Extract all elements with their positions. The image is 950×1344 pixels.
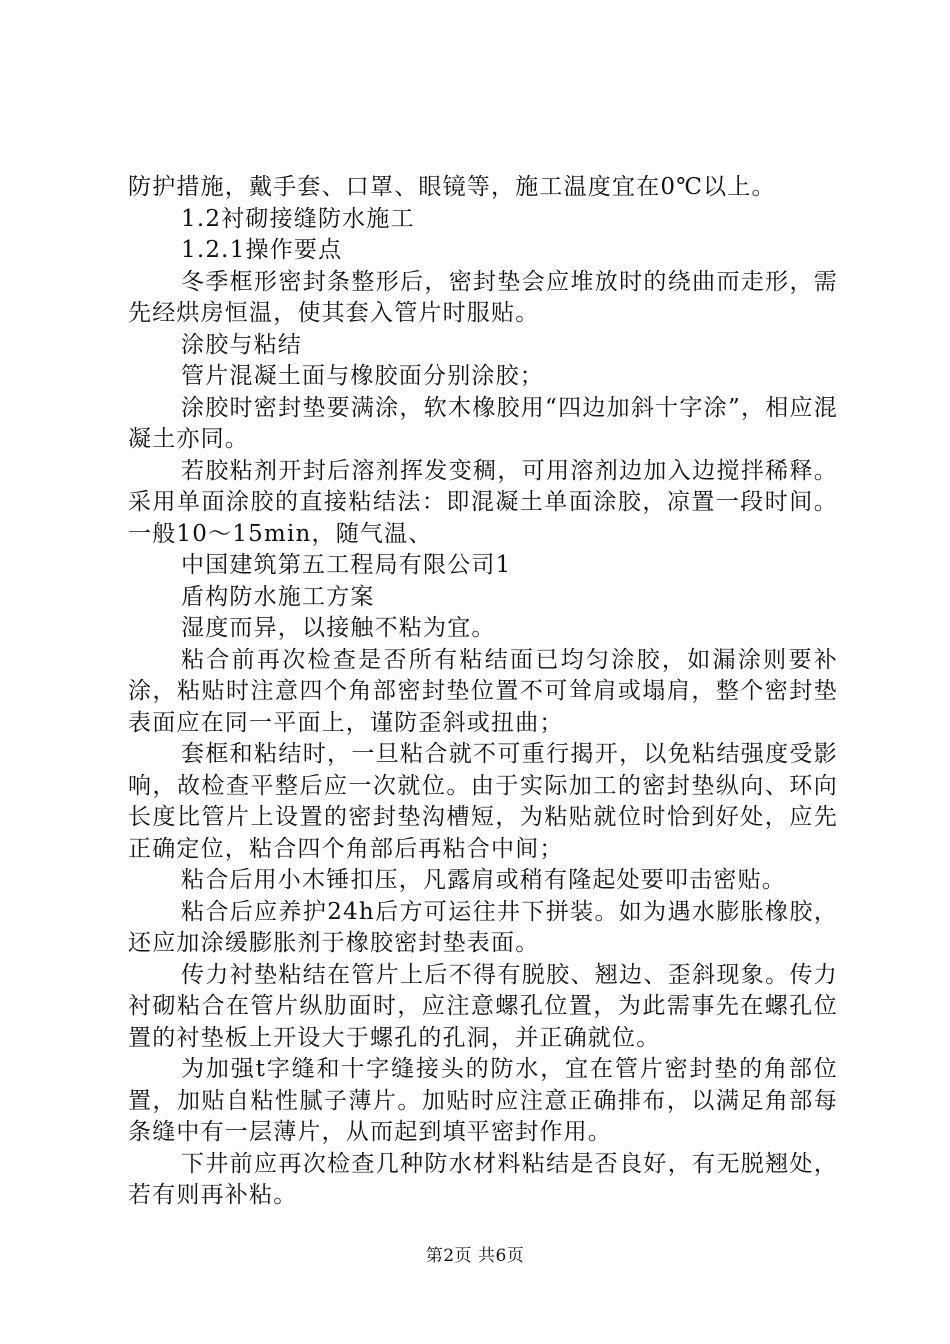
paragraph: 粘合前再次检查是否所有粘结面已均匀涂胶，如漏涂则要补涂，粘贴时注意四个角部密封垫位置不可耸肩或塌肩，整个密封垫表面应在同一平面上，谨防歪斜或扭曲； <box>128 646 838 736</box>
paragraph: 湿度而异，以接触不粘为宜。 <box>181 615 496 641</box>
section-heading-1-2: 1.2衬砌接缝防水施工 <box>181 205 415 232</box>
section-heading-1-2-1: 1.2.1操作要点 <box>181 237 343 263</box>
paragraph-continuation: 防护措施，戴手套、口罩、眼镜等，施工温度宜在0℃以上。 <box>128 174 776 200</box>
company-line: 中国建筑第五工程局有限公司1 <box>181 552 512 578</box>
paragraph: 粘合后应养护24h后方可运往井下拼装。如为遇水膨胀橡胶，还应加涂缓膨胀剂于橡胶密封垫表面。 <box>128 898 838 956</box>
paragraph: 若胶粘剂开封后溶剂挥发变稠，可用溶剂边加入边搅拌稀释。采用单面涂胶的直接粘结法：即混凝土单面涂胶，凉置一段时间。一般10～15min，随气温、 <box>128 457 838 547</box>
document-body <box>128 172 838 1212</box>
paragraph: 冬季框形密封条整形后，密封垫会应堆放时的绕曲而走形，需先经烘房恒温，使其套入管片时服贴。 <box>128 268 838 326</box>
paragraph: 涂胶时密封垫要满涂，软木橡胶用“四边加斜十字涂”，相应混凝土亦同。 <box>128 394 838 452</box>
paragraph: 下井前应再次检查几种防水材料粘结是否良好，有无脱翘处，若有则再补粘。 <box>128 1150 838 1208</box>
paragraph: 粘合后用小木锤扣压，凡露肩或稍有隆起处要叩击密贴。 <box>181 867 786 893</box>
document-title-line: 盾构防水施工方案 <box>181 583 375 610</box>
page-number-footer: 第2页 共6页 <box>425 1246 525 1266</box>
paragraph: 传力衬垫粘结在管片上后不得有脱胶、翘边、歪斜现象。传力衬砌粘合在管片纵肋面时，应注意螺孔位置，为此需事先在螺孔位置的衬垫板上开设大于螺孔的孔洞，并正确就位。 <box>128 961 838 1051</box>
paragraph: 涂胶与粘结 <box>181 331 302 358</box>
paragraph: 为加强t字缝和十字缝接头的防水，宜在管片密封垫的角部位置，加贴自粘性腻子薄片。加贴时应注意正确排布，以满足角部每条缝中有一层薄片，从而起到填平密封作用。 <box>128 1056 838 1145</box>
paragraph: 套框和粘结时，一旦粘合就不可重行揭开，以免粘结强度受影响，故检查平整后应一次就位。由于实际加工的密封垫纵向、环向长度比管片上设置的密封垫沟槽短，为粘贴就位时恰到好处，应先正确定位，粘合四个角部后再粘合中间； <box>128 741 838 862</box>
paragraph: 管片混凝土面与橡胶面分别涂胶； <box>181 363 544 389</box>
